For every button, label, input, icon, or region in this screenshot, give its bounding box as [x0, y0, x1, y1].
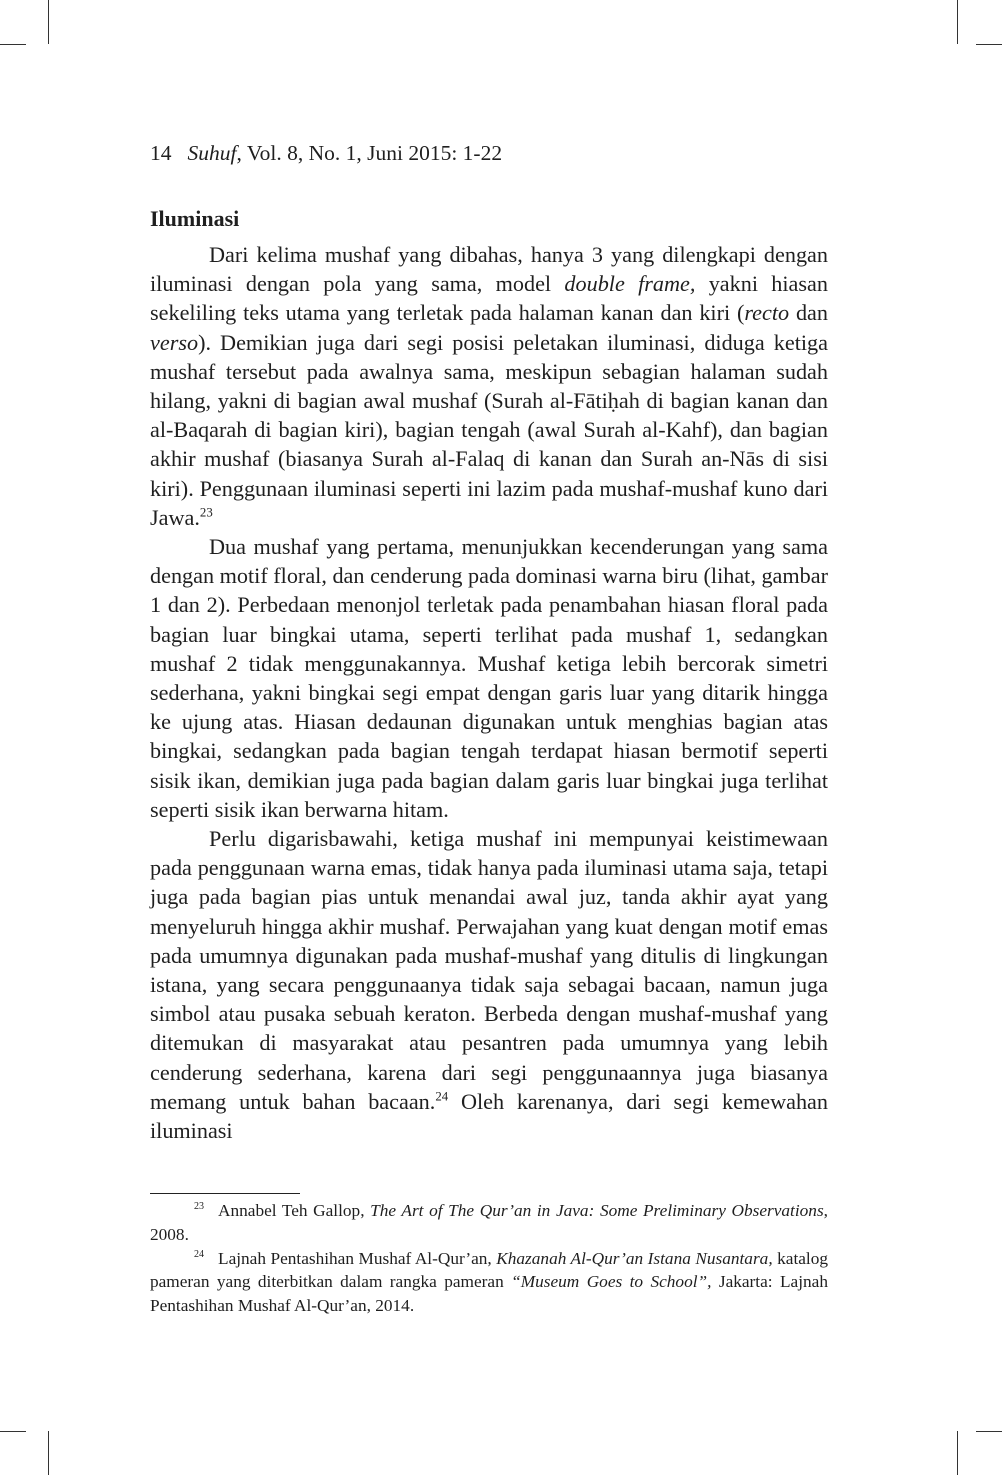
journal-title: Suhuf: [187, 141, 237, 165]
text-run: Oleh karenanya, dari segi kemewahan iluminasi: [150, 1088, 828, 1144]
text-run: verso: [150, 329, 199, 355]
footnote-ref: 23: [194, 1201, 205, 1213]
body-text: [150, 240, 828, 1145]
journal-citation: , Vol. 8, No. 1, Juni 2015: 1-22: [236, 141, 503, 165]
paragraph: [150, 824, 828, 1145]
footnote-ref: 24: [435, 1089, 449, 1104]
footnotes: [150, 1199, 828, 1318]
text-run: Dua mushaf yang pertama, menunjukkan kecenderungan yang sama dengan motif floral, dan cenderung pada dominasi warna biru (lihat, gambar 1 dan 2). Perbedaan menonjol terletak pada penambahan hiasan floral pada bagian luar bingkai utama, seperti terlihat pada mushaf 1, sedangkan mushaf 2 tidak menggunakannya. Mushaf ketiga lebih bercorak simetri sederhana, yakni bingkai segi empat dengan garis luar yang ditarik hingga ke ujung atas. Hiasan dedaunan digunakan untuk menghias bagian atas bingkai, sedangkan pada bagian tengah terdapat hiasan bermotif seperti sisik ikan, demikian juga pada bagian dalam garis luar bingkai juga terlihat seperti sisik ikan berwarna hitam.: [150, 534, 828, 822]
text-run: Annabel Teh Gallop,: [218, 1201, 371, 1220]
text-run: katalog pameran yang diterbitkan dalam rangka pameran: [150, 1248, 828, 1292]
footnote-divider: [150, 1193, 300, 1194]
text-run: Lajnah Pentashihan Mushaf Al-Qur’an,: [218, 1248, 497, 1268]
text-run: recto: [744, 300, 790, 326]
text-run: , 2008.: [150, 1201, 828, 1244]
text-run: Perlu digarisbawahi, ketiga mushaf ini mempunyai keistimewaan pada penggunaan warna emas, tidak hanya pada iluminasi utama saja, tetapi juga pada bagian pias untuk menandai awal juz, tanda akhir ayat yang menyeluruh hingga akhir mushaf. Perwajahan yang kuat dengan motif emas pada umumnya digunakan pada mushaf-mushaf yang ditulis di lingkungan istana, yang secara penggunaanya tidak saja sebagai bacaan, namun juga simbol atau pusaka sebuah keraton. Berbeda dengan mushaf-mushaf yang ditemukan di masyarakat atau pesantren pada umumnya yang lebih cenderung sederhana, karena dari segi penggunaannya juga biasanya memang untuk bahan bacaan.: [150, 826, 828, 1114]
footnote: [150, 1247, 828, 1318]
text-run: The Art of The Qur’an in Java: Some Preliminary Observations: [370, 1201, 824, 1220]
text-run: double frame,: [564, 271, 696, 297]
crop-mark: [957, 0, 958, 44]
text-run: Khazanah Al-Qur’an Istana Nusantara,: [496, 1248, 773, 1268]
text-run: “Museum Goes to School”,: [511, 1272, 712, 1292]
crop-mark: [0, 1431, 26, 1432]
crop-mark: [957, 1431, 958, 1475]
crop-mark: [976, 44, 1002, 45]
paragraph: [150, 240, 828, 532]
text-run: Jakarta: Lajnah Pentashihan Mushaf Al-Qur’an, 2014.: [150, 1272, 828, 1316]
running-head: [150, 141, 502, 166]
text-run: ). Demikian juga dari segi posisi peletakan iluminasi, diduga ketiga mushaf tersebut pada awalnya sama, meskipun sebagian halaman sudah hilang, yakni di bagian awal mushaf (Surah al-Fātiḥah di bagian kanan dan al-Baqarah di bagian kiri), bagian tengah (awal Surah al-Kahf), dan bagian akhir mushaf (biasanya Surah al-Falaq di kanan dan Surah an-Nās di sisi kiri). Penggunaan iluminasi seperti ini lazim pada mushaf-mushaf kuno dari Jawa.: [150, 329, 828, 530]
paragraph: [150, 532, 828, 824]
section-title: Iluminasi: [150, 206, 240, 231]
crop-mark: [0, 44, 26, 45]
page-number: 14: [150, 141, 172, 165]
text-run: Dari kelima mushaf yang dibahas, hanya 3 yang dilengkapi dengan iluminasi dengan pola yang sama, model: [150, 242, 828, 297]
crop-mark: [976, 1431, 1002, 1432]
crop-mark: [48, 0, 49, 44]
footnote-ref: 23: [199, 505, 213, 520]
text-run: dan: [789, 300, 828, 326]
text-run: yakni hiasan sekeliling teks utama yang terletak pada halaman kanan dan kiri (: [150, 271, 828, 326]
footnote-ref: 24: [194, 1248, 205, 1260]
crop-mark: [48, 1431, 49, 1475]
footnote: [150, 1199, 828, 1247]
